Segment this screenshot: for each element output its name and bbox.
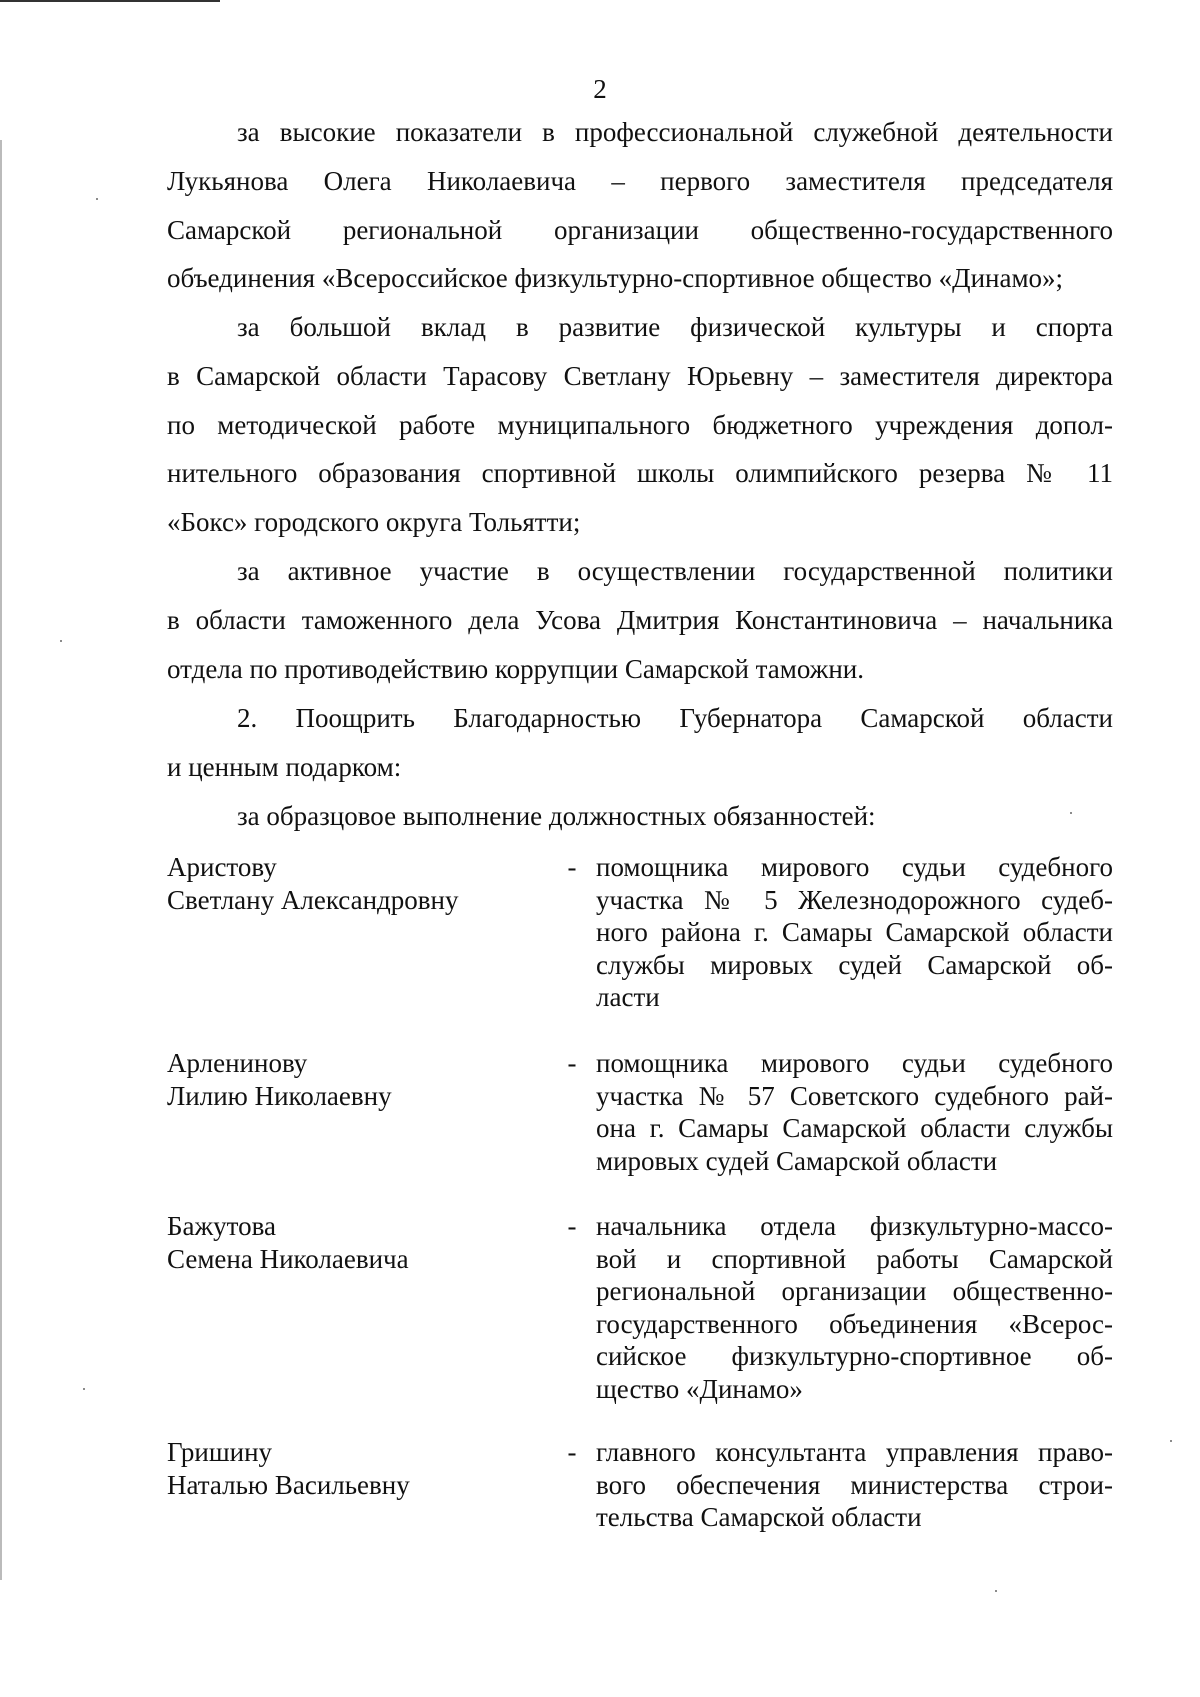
recipient-name [167,1047,547,1112]
name-line: Гришину [167,1437,273,1467]
position-line: мировых судей Самарской области [596,1145,998,1176]
text-line: Самарской региональной организации общественно-государственного [167,214,1113,245]
position-line: вого обеспечения министерства строи- [596,1469,1113,1500]
text-line: Лукьянова Олега Николаевича – первого заместителя председателя [167,165,1113,196]
name-line: Бажутова [167,1211,276,1241]
scan-speck [60,640,62,642]
position-line: участка № 5 Железнодорожного судеб- [596,884,1113,915]
text-line: за высокие показатели в профессиональной служебной деятельности [237,117,1113,147]
text-line: «Бокс» городского округа Тольятти; [167,507,581,538]
text-line: за активное участие в осуществлении государственной политики [237,556,1113,586]
recipient-position [596,1436,1113,1534]
paragraph-exemplary-duties [167,792,1113,841]
text-line: нительного образования спортивной школы олимпийского резерва № 11 [167,458,1113,489]
text-line: по методической работе муниципального бюджетного учреждения допол- [167,409,1113,440]
position-line: государственного объединения «Всерос- [596,1308,1113,1339]
text-line: 2. Поощрить Благодарностью Губернатора Самарской области [237,703,1113,733]
position-line: службы мировых судей Самарской об- [596,949,1113,980]
position-line: ного района г. Самары Самарской области [596,917,1113,947]
scan-edge-left [0,140,2,1580]
recipient-name [167,1210,547,1275]
position-line: помощника мирового судьи судебного [596,852,1113,882]
position-line: тельства Самарской области [596,1502,922,1532]
name-line: Арленинову [167,1048,308,1078]
text-line: за образцовое выполнение должностных обязанностей: [237,801,876,831]
name-line: Семена Николаевича [167,1243,409,1274]
scan-speck [96,198,98,200]
recipient-name [167,851,547,916]
entry-dash: - [567,1437,577,1467]
page-number: 2 [593,74,607,104]
scan-speck [995,1590,997,1592]
scan-edge-top [0,0,220,2]
text-line: объединения «Всероссийское физкультурно-спортивное общество «Динамо»; [167,263,1064,294]
position-line: помощника мирового судьи судебного [596,1048,1113,1078]
name-line: Светлану Александровну [167,884,459,915]
paragraph-award-tarasova [167,303,1113,547]
position-line: участка № 57 Советского судебного рай- [596,1080,1113,1111]
name-line: Лилию Николаевну [167,1080,392,1111]
text-line: в Самарской области Тарасову Светлану Юрьевну – заместителя директора [167,360,1113,391]
recipient-name [167,1436,547,1501]
position-line: главного консультанта управления право- [596,1437,1113,1467]
entry-dash: - [567,1211,577,1241]
position-line: щество «Динамо» [596,1373,803,1404]
name-line: Наталью Васильевну [167,1469,410,1500]
text-line: за большой вклад в развитие физической культуры и спорта [237,312,1113,342]
paragraph-award-usov [167,547,1113,693]
position-line: региональной организации общественно- [596,1276,1113,1306]
position-line: вой и спортивной работы Самарской [596,1243,1113,1274]
text-line: в области таможенного дела Усова Дмитрия Константиновича – начальника [167,604,1113,635]
recipient-position [596,1047,1113,1177]
text-line: отдела по противодействию коррупции Самарской таможни. [167,653,864,684]
name-line: Аристову [167,852,277,882]
entry-dash: - [567,852,577,882]
text-line: и ценным подарком: [167,751,402,782]
scan-speck [83,1388,85,1390]
recipient-position [596,851,1113,1014]
paragraph-section-2 [167,694,1113,792]
recipient-position [596,1210,1113,1405]
scan-speck [1170,1440,1172,1442]
position-line: начальника отдела физкультурно-массо- [596,1211,1113,1241]
entry-dash: - [567,1048,577,1078]
position-line: сийское физкультурно-спортивное об- [596,1341,1113,1371]
scan-speck [1070,812,1072,814]
position-line: ласти [596,982,660,1012]
position-line: она г. Самары Самарской области службы [596,1113,1113,1143]
paragraph-award-lukyanov [167,108,1113,303]
